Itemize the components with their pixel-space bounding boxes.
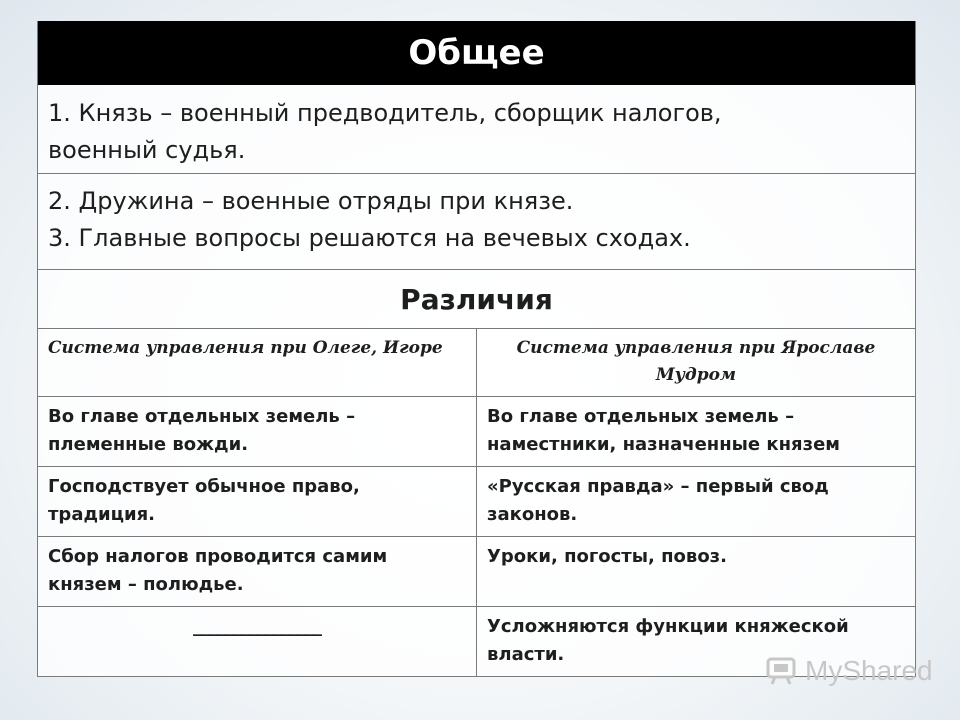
table-cell-right: «Русская правда» – первый свод законов. [487,476,829,525]
table-cell-left: Господствует обычное право, традиция. [38,467,477,536]
common-header [38,21,915,85]
myshared-logo-icon [765,656,799,686]
common-row-1-line-2: военный судья. [48,136,246,164]
table-cell-left [38,607,477,676]
column-header-yaroslav: Система управления при Ярославе Мудром [516,338,876,385]
common-title: Общее [408,33,545,73]
common-row-2-line-1: 2. Дружина – военные отряды при князе. [48,187,574,215]
table-cell-right: Усложняются функции княжеской власти. [487,616,849,665]
table-cell-left: Сбор налогов проводится самим князем – полюдье. [38,537,477,606]
differences-header [38,270,915,329]
watermark-text: MyShared [805,655,933,686]
common-row-2 [38,174,915,270]
table-cell-left: Во главе отдельных земель – племенные вожди. [38,397,477,466]
table-row [38,397,915,467]
differences-column-headers [38,329,915,397]
common-row-1 [38,85,915,174]
column-header-oleg-igor: Система управления при Олеге, Игоре [38,329,477,396]
table-cell-right: Уроки, погосты, повоз. [487,546,727,567]
common-row-2-line-2: 3. Главные вопросы решаются на вечевых сходах. [48,224,691,252]
differences-title: Различия [400,283,553,316]
table-row [38,467,915,537]
watermark [765,655,933,687]
table-row [38,537,915,607]
blank-placeholder: ________________ [193,616,321,637]
comparison-table [37,21,916,677]
table-cell-right: Во главе отдельных земель – наместники, назначенные князем [487,406,840,455]
common-row-1-line-1: 1. Князь – военный предводитель, сборщик налогов, [48,99,722,127]
